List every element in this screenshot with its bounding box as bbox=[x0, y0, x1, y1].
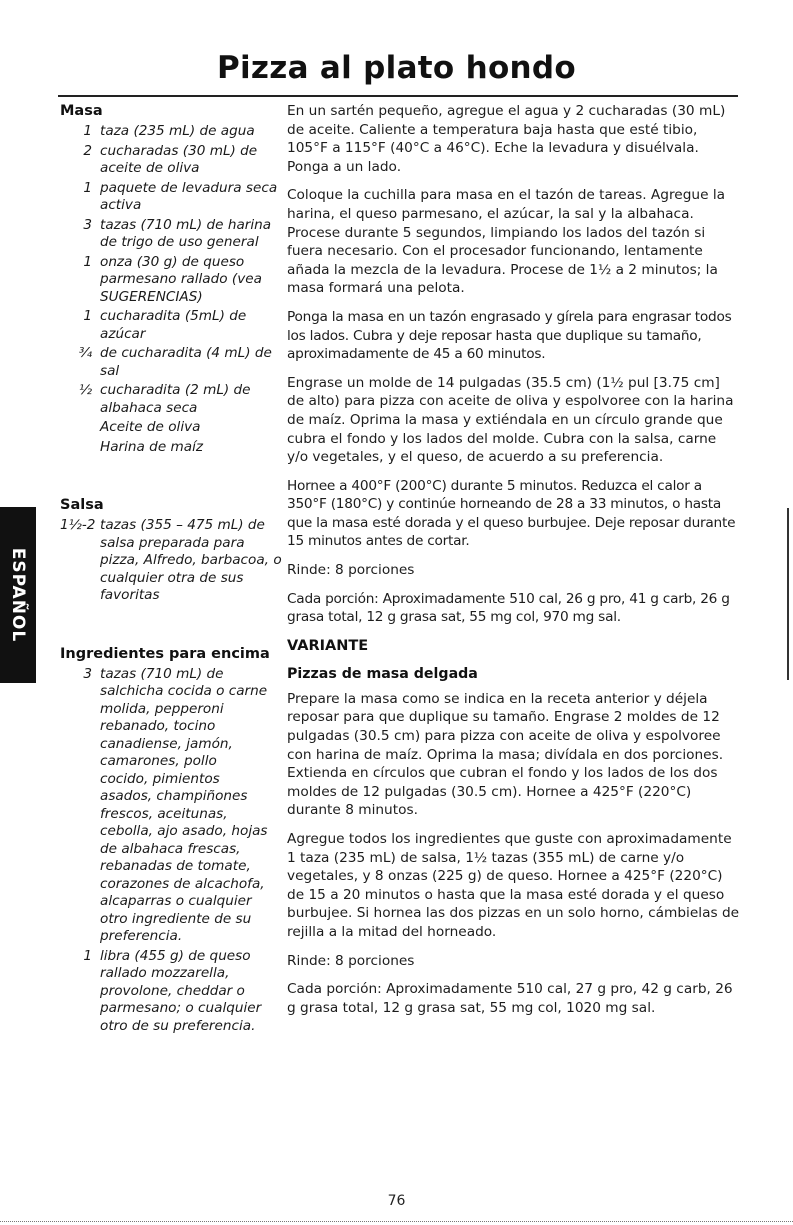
instruction-paragraph: En un sartén pequeño, agregue el agua y 2 cucharadas (30 mL) de aceite. Caliente a temperatura baja hasta que esté tibio, 105°F a 115°F (40°C a 46°C). Eche la levadura y disuélvala. Ponga a un lado. bbox=[287, 103, 726, 175]
ingredient-qty: 1½-2 bbox=[60, 517, 96, 533]
ingredient-item bbox=[60, 143, 282, 178]
language-tab-label: ESPAÑOL bbox=[8, 547, 28, 643]
ingredient-qty: 3 bbox=[83, 665, 92, 682]
salsa-heading: Salsa bbox=[60, 497, 104, 513]
ingredient-item bbox=[60, 217, 282, 252]
variante-paragraph: Prepare la masa como se indica en la receta anterior y déjela reposar para que duplique su tamaño. Engrase 2 moldes de 12 pulgadas (30.5 cm) para pizza con aceite de oliva y espolvoree con harina de maíz. Oprima la masa; divídala en dos porciones. Extienda en círculos que cubran el fondo y los lados de los dos moldes de 12 pulgadas (30.5 cm). Hornee a 425°F (220°C) durante 8 minutos. bbox=[287, 690, 724, 819]
ingredient-qty: 1 bbox=[83, 123, 92, 139]
ingredient-text: taza (235 mL) de agua bbox=[100, 123, 255, 139]
ingredient-qty: ½ bbox=[78, 382, 92, 398]
instruction-paragraph: Hornee a 400°F (200°C) durante 5 minutos. Reduzca el calor a 350°F (180°C) y continúe horneando de 28 a 33 minutos, o hasta que la masa esté dorada y el queso burbujee. Deje reposar durante 15 minutos antes de cortar. bbox=[287, 477, 736, 550]
variante-paragraph: Agregue todos los ingredientes que guste con aproximadamente 1 taza (235 mL) de salsa, 1½ tazas (355 mL) de carne y/o vegetales, y 8 onzas (225 g) de queso. Hornee a 425°F (220°C) de 15 a 20 minutos o hasta que la masa esté dorada y el queso burbujee. Si hornea las dos pizzas en un solo horno, cámbielas de rejilla a la mitad del horneado. bbox=[287, 831, 740, 940]
title-divider bbox=[58, 95, 738, 97]
page-title: Pizza al plato hondo bbox=[216, 50, 577, 86]
ingredient-text: tazas (710 mL) de salchicha cocida o carne molida, pepperoni rebanado, tocino canadiense, jamón, camarones, pollo cocido, pimientos asados, champiñones frescos, aceitunas, cebolla, ajo asado, hojas de albahaca frescas, rebanadas de tomate, corazones de alcachofa, alcaparras o cualquier otro ingrediente de su preferencia. bbox=[100, 665, 268, 944]
encima-list bbox=[60, 666, 282, 1036]
ingredient-item bbox=[60, 948, 282, 1036]
ingredient-text: cucharadita (5mL) de azúcar bbox=[100, 308, 247, 342]
ingredient-qty: 1 bbox=[83, 947, 92, 964]
ingredient-text: paquete de levadura seca activa bbox=[100, 179, 278, 213]
right-edge-mark bbox=[787, 508, 789, 680]
instructions-column bbox=[287, 102, 740, 1027]
instruction-paragraph: Coloque la cuchilla para masa en el tazón de tareas. Agregue la harina, el queso parmesano, el azúcar, la sal y la albahaca. Procese durante 5 segundos, limpiando los lados del tazón si fuera necesario. Con el procesador funcionando, lentamente añada la mezcla de la levadura. Procese de 1½ a 2 minutos; la masa formará una pelota. bbox=[287, 187, 726, 297]
ingredient-text: cucharadita (2 mL) de albahaca seca bbox=[100, 382, 251, 416]
page-number: 76 bbox=[387, 1193, 406, 1209]
ingredient-qty bbox=[60, 439, 100, 457]
nutrition-text: Cada porción: Aproximadamente 510 cal, 27 g pro, 42 g carb, 26 g grasa total, 12 g grasa sat, 55 mg col, 1020 mg sal. bbox=[287, 981, 733, 1016]
ingredient-item bbox=[60, 180, 282, 215]
language-tab bbox=[0, 507, 36, 683]
ingredient-item bbox=[60, 382, 282, 417]
ingredient-text: Harina de maíz bbox=[100, 438, 203, 455]
ingredient-qty: 3 bbox=[83, 216, 92, 233]
ingredients-column bbox=[60, 102, 282, 1037]
ingredient-item bbox=[60, 419, 282, 437]
masa-list bbox=[60, 123, 282, 456]
ingredient-item bbox=[60, 439, 282, 457]
variante-heading: VARIANTE bbox=[287, 637, 369, 654]
ingredient-text: libra (455 g) de queso rallado mozzarella, provolone, cheddar o parmesano; o cualquier otro de su preferencia. bbox=[100, 947, 262, 1034]
ingredient-item bbox=[60, 517, 282, 605]
ingredient-item bbox=[60, 254, 282, 307]
nutrition-text: Cada porción: Aproximadamente 510 cal, 26 g pro, 41 g carb, 26 g grasa total, 12 g grasa sat, 55 mg col, 970 mg sal. bbox=[287, 590, 730, 626]
yield-text: Rinde: 8 porciones bbox=[287, 952, 415, 969]
encima-heading: Ingredientes para encima bbox=[60, 645, 270, 662]
ingredient-text: Aceite de oliva bbox=[100, 419, 201, 435]
masa-heading: Masa bbox=[60, 103, 103, 119]
ingredient-qty: 1 bbox=[83, 253, 92, 270]
salsa-list bbox=[60, 517, 282, 605]
ingredient-qty bbox=[60, 419, 100, 437]
ingredient-item bbox=[60, 666, 282, 946]
ingredient-qty: 1 bbox=[83, 308, 92, 324]
ingredient-text: tazas (355 – 475 mL) de salsa preparada para pizza, Alfredo, barbacoa, o cualquier otra de sus favoritas bbox=[100, 517, 282, 603]
ingredient-qty: 1 bbox=[83, 179, 92, 196]
bottom-border bbox=[0, 1221, 793, 1222]
ingredient-qty: ¾ bbox=[78, 345, 92, 361]
variante-subheading: Pizzas de masa delgada bbox=[287, 665, 478, 682]
ingredient-qty: 2 bbox=[83, 142, 92, 159]
ingredient-item bbox=[60, 345, 282, 380]
ingredient-text: de cucharadita (4 mL) de sal bbox=[100, 345, 272, 379]
ingredient-text: cucharadas (30 mL) de aceite de oliva bbox=[100, 142, 258, 176]
ingredient-text: onza (30 g) de queso parmesano rallado (vea SUGERENCIAS) bbox=[100, 253, 262, 305]
ingredient-item bbox=[60, 123, 282, 141]
ingredient-item bbox=[60, 308, 282, 343]
instruction-paragraph: Engrase un molde de 14 pulgadas (35.5 cm) (1½ pul [3.75 cm] de alto) para pizza con aceite de oliva y espolvoree con la harina de maíz. Oprima la masa y extiéndala en un círculo grande que cubra el fondo y los lados del molde. Cubra con la salsa, carne y/o vegetales, y el queso, de acuerdo a su preferencia. bbox=[287, 374, 734, 466]
ingredient-text: tazas (710 mL) de harina de trigo de uso general bbox=[100, 216, 272, 250]
yield-text: Rinde: 8 porciones bbox=[287, 562, 415, 579]
instruction-paragraph: Ponga la masa en un tazón engrasado y gírela para engrasar todos los lados. Cubra y deje reposar hasta que duplique su tamaño, aproximadamente de 45 a 60 minutos. bbox=[287, 308, 732, 363]
